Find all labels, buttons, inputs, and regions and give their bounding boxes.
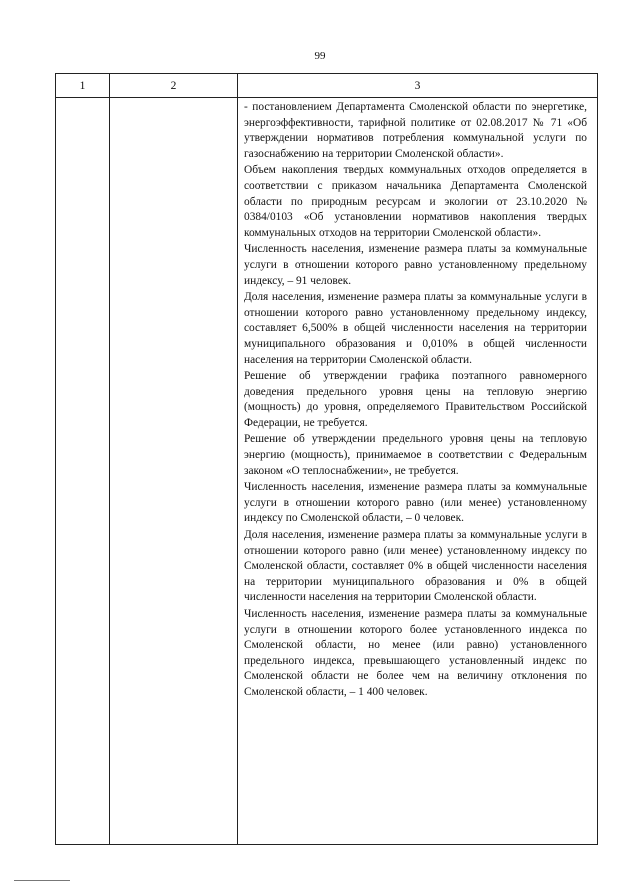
paragraph-population-above-index: Численность населения, изменение размера платы за коммунальные услуги в отношении которого более установленного индекса по Смоленской области, но менее (или равно) установленного предельного индекса, превышающего установленный индекс по Смоленской области не более чем на величину отклонения по Смоленской области, – 1 400 человек. (244, 608, 587, 698)
column-header-1: 1 (56, 74, 110, 98)
paragraph-gas-norms: - постановлением Департамента Смоленской области по энергетике, энергоэффективности, тарифной политике от 02.08.2017 № 71 «Об утверждении нормативов потребления коммунальной услуги по газоснабжению на территории Смоленской области». (244, 101, 587, 160)
cell-column-3 (238, 98, 598, 845)
cell-column-1 (56, 98, 110, 845)
paragraph-share-equal-or-less: Доля населения, изменение размера платы за коммунальные услуги в отношении которого равно (или менее) установленному индексу по Смоленской области, составляет 0% в общей численности населения на территории муниципального образования и 0% в общей численности населения на территории Смоленской области. (244, 529, 587, 604)
column-header-3: 3 (238, 74, 598, 98)
table-row (56, 98, 598, 845)
cell-column-2 (110, 98, 238, 845)
paragraph-heat-price-limit: Решение об утверждении предельного уровня цены на тепловую энергию (мощность), принимаемое в соответствии с Федеральным законом «О теплоснабжении», не требуется. (244, 433, 587, 477)
paragraph-share-equal-limit: Доля населения, изменение размера платы за коммунальные услуги в отношении которого равно установленному предельному индексу, составляет 6,500% в общей численности населения на территории муниципального образования и 0,010% в общей численности населения на территории Смоленской области. (244, 291, 587, 366)
paragraph-population-equal-limit: Численность населения, изменение размера платы за коммунальные услуги в отношении которого равно установленному предельному индексу, – 91 человек. (244, 243, 587, 287)
paragraph-population-equal-or-less: Численность населения, изменение размера платы за коммунальные услуги в отношении которого равно (или менее) установленному индексу по Смоленской области, – 0 человек. (244, 481, 587, 525)
page-number: 99 (314, 50, 326, 62)
paragraph-waste-norms: Объем накопления твердых коммунальных отходов определяется в соответствии с приказом начальника Департамента Смоленской области по природным ресурсам и экологии от 23.10.2020 № 0384/0103 «Об установлении нормативов накопления твердых коммунальных отходов на территории Смоленской области». (244, 164, 587, 239)
footer-mark (14, 880, 70, 881)
paragraph-heat-price-schedule: Решение об утверждении графика поэтапного равномерного доведения предельного уровня цены на тепловую энергию (мощность) до уровня, определяемого Правительством Российской Федерации, не требуется. (244, 370, 587, 429)
column-header-2: 2 (110, 74, 238, 98)
table-header-row (56, 74, 598, 98)
document-table (55, 73, 598, 845)
